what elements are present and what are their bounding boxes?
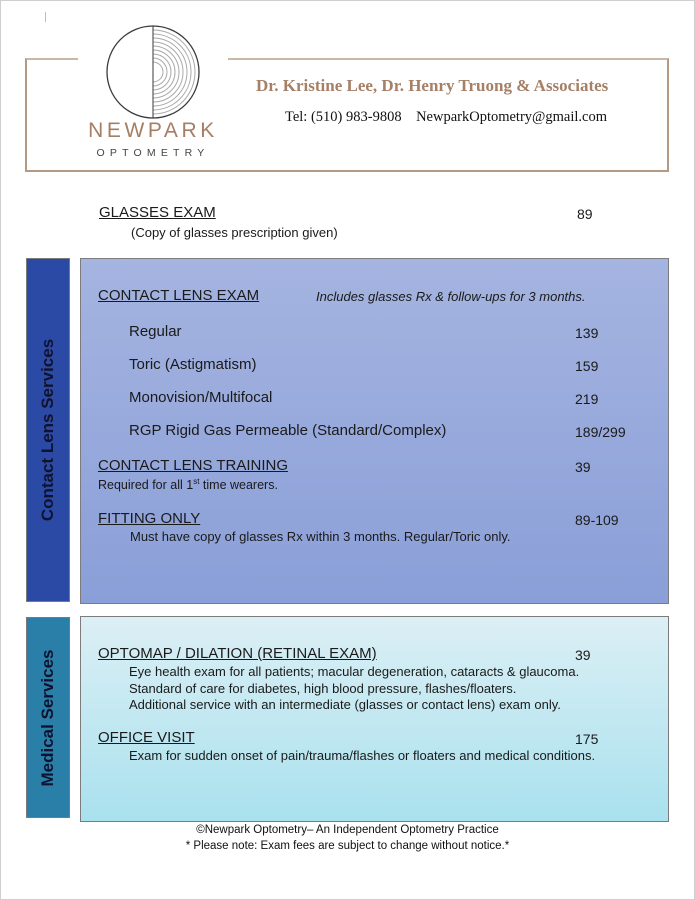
office-visit-title: OFFICE VISIT [98, 729, 195, 746]
email-address: NewparkOptometry@gmail.com [416, 109, 608, 125]
contact-lens-training-title: CONTACT LENS TRAINING [98, 457, 289, 474]
practice-name: Dr. Kristine Lee, Dr. Henry Truong & Associates [256, 76, 609, 95]
fitting-only-title: FITTING ONLY [98, 510, 201, 527]
logo-name: NEWPARK [88, 119, 218, 142]
fitting-only-price: 89-109 [575, 512, 619, 528]
contact-item-label: Monovision/Multifocal [129, 389, 273, 406]
office-visit-note: Exam for sudden onset of pain/trauma/flashes or floaters and medical conditions. [129, 748, 596, 763]
contact-line [285, 109, 607, 126]
contact-item-price: 159 [575, 358, 599, 374]
office-visit-price: 175 [575, 731, 599, 747]
medical-services-tab-label: Medical Services [38, 648, 57, 787]
contact-item-price: 189/299 [575, 424, 626, 440]
contact-lens-training-price: 39 [575, 459, 591, 475]
contact-lens-tab [26, 258, 70, 602]
optomap-price: 39 [575, 647, 591, 663]
contact-item-label: Regular [129, 323, 182, 340]
optomap-title: OPTOMAP / DILATION (RETINAL EXAM) [98, 645, 377, 662]
logo-rings-icon [102, 22, 204, 122]
contact-item-price: 219 [575, 391, 599, 407]
footer-copyright: ©Newpark Optometry– An Independent Optometry Practice [196, 824, 499, 836]
medical-services-tab [26, 617, 70, 818]
optomap-note: Eye health exam for all patients; macular degeneration, cataracts & glaucoma. [129, 664, 580, 679]
phone-number: Tel: (510) 983-9808 [285, 109, 402, 125]
contact-lens-training-note: Required for all 1st time wearers. [98, 477, 278, 493]
footer-disclaimer: * Please note: Exam fees are subject to change without notice.* [185, 840, 510, 852]
logo-subtitle: OPTOMETRY [96, 147, 210, 159]
fitting-only-note: Must have copy of glasses Rx within 3 months. Regular/Toric only. [130, 529, 511, 544]
corner-mark [45, 12, 46, 22]
glasses-exam-note: (Copy of glasses prescription given) [131, 225, 338, 240]
contact-item-label: Toric (Astigmatism) [129, 356, 257, 373]
contact-item-price: 139 [575, 325, 599, 341]
logo [78, 16, 228, 164]
contact-lens-exam-note: Includes glasses Rx & follow-ups for 3 months. [316, 289, 586, 304]
contact-item-label: RGP Rigid Gas Permeable (Standard/Complex) [129, 422, 447, 439]
optomap-note: Additional service with an intermediate (glasses or contact lens) exam only. [129, 697, 561, 712]
contact-lens-tab-label: Contact Lens Services [38, 338, 57, 522]
optomap-note: Standard of care for diabetes, high blood pressure, flashes/floaters. [129, 681, 517, 696]
glasses-exam-price: 89 [577, 206, 593, 222]
glasses-exam-title: GLASSES EXAM [99, 204, 216, 221]
contact-lens-exam-title: CONTACT LENS EXAM [98, 287, 260, 304]
